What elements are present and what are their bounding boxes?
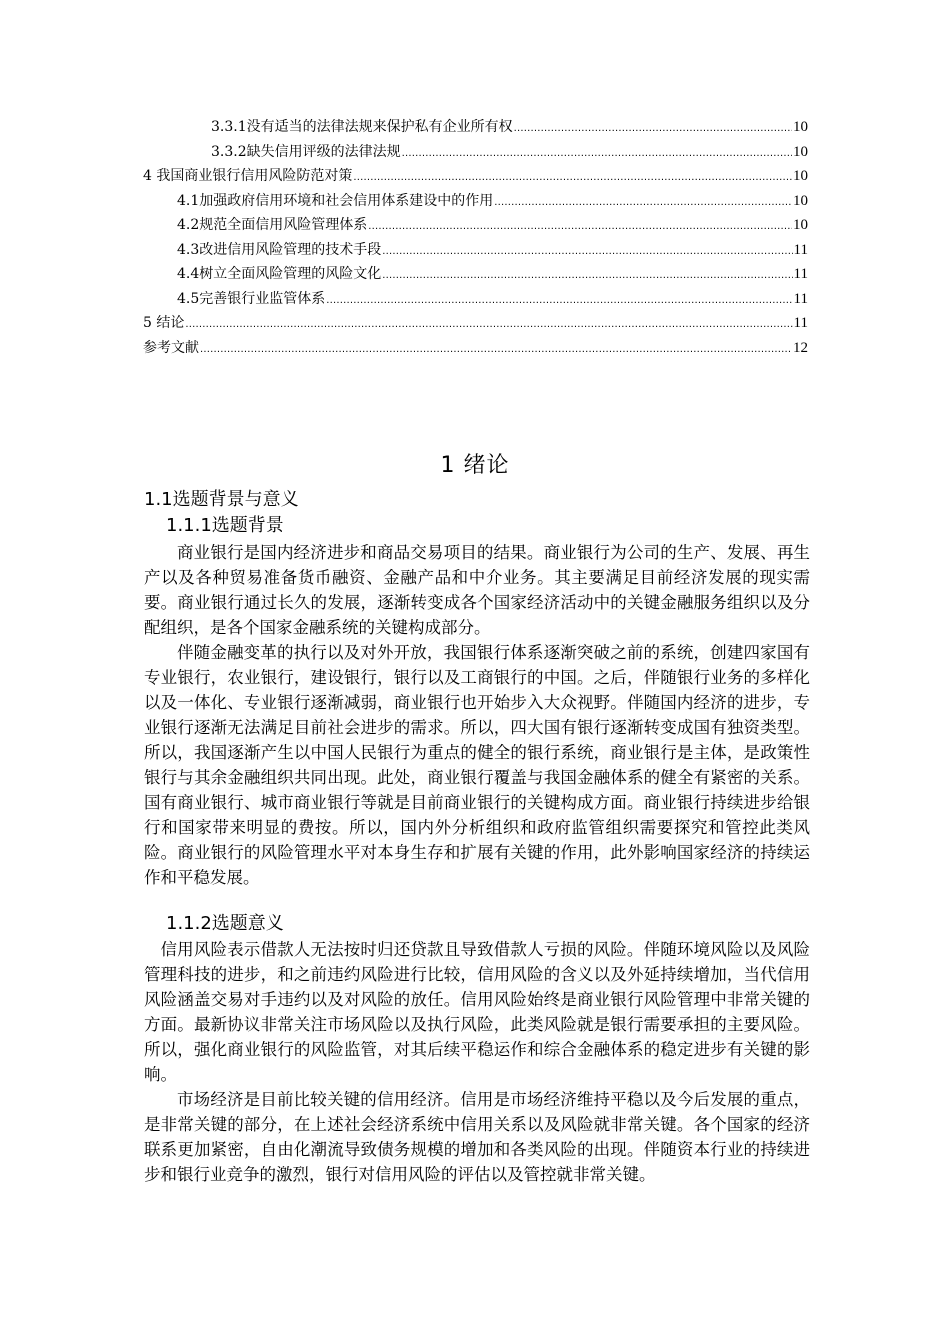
body-paragraph: 市场经济是目前比较关键的信用经济。信用是市场经济维持平稳以及今后发展的重点，是非常关键的部分，在上述社会经济系统中信用关系以及风险就非常关键。各个国家的经济联系更加紧密，自由化潮流导致债务规模的增加和各类风险的出现。伴随资本行业的持续进步和银行业竞争的激烈，银行对信用风险的评估以及管控就非常关键。: [144, 1090, 810, 1184]
toc-entry[interactable]: [143, 311, 808, 336]
toc-leader-dots: [185, 313, 792, 338]
toc-entry[interactable]: [143, 115, 808, 140]
toc-entry-page: 11: [793, 241, 808, 258]
body-paragraph: 商业银行是国内经济进步和商品交易项目的结果。商业银行为公司的生产、发展、再生产以及各种贸易准备货币融资、金融产品和中介业务。其主要满足目前经济发展的现实需要。商业银行通过长久的发展，逐渐转变成各个国家经济活动中的关键金融服务组织以及分配组织，是各个国家金融系统的关键构成部分。: [144, 543, 810, 637]
toc-leader-dots: [353, 166, 792, 191]
subsection-heading: 1.1.2选题意义: [166, 913, 284, 934]
toc-entry[interactable]: [143, 164, 808, 189]
toc-leader-dots: [368, 215, 792, 240]
toc-leader-dots: [200, 338, 792, 363]
toc-entry-page: 12: [793, 339, 808, 356]
toc-entry[interactable]: [143, 140, 808, 165]
toc-leader-dots: [382, 240, 792, 265]
body-paragraph: 信用风险表示借款人无法按时归还贷款且导致借款人亏损的风险。伴随环境风险以及风险管理科技的进步，和之前违约风险进行比较，信用风险的含义以及外延持续增加，当代信用风险涵盖交易对手违约以及对风险的放任。信用风险始终是商业银行风险管理中非常关键的方面。最新协议非常关注市场风险以及执行风险，此类风险就是银行需要承担的主要风险。所以，强化商业银行的风险监管，对其后续平稳运作和综合金融体系的稳定进步有关键的影响。: [144, 940, 810, 1084]
toc-leader-dots: [326, 289, 792, 314]
toc-entry[interactable]: [143, 336, 808, 361]
toc-leader-dots: [402, 142, 792, 167]
toc-entry-title: 4.3改进信用风险管理的技术手段: [177, 241, 382, 258]
body-paragraph: 伴随金融变革的执行以及对外开放，我国银行体系逐渐突破之前的系统，创建四家国有专业银行，农业银行，建设银行，银行以及工商银行的中国。之后，伴随银行业务的多样化以及一体化、专业银行逐渐减弱，商业银行也开始步入大众视野。伴随国内经济的进步，专业银行逐渐无法满足目前社会进步的需求。所以，四大国有银行逐渐转变成国有独资类型。所以，我国逐渐产生以中国人民银行为重点的健全的银行系统，商业银行是主体，是政策性银行与其余金融组织共同出现。此处，商业银行覆盖与我国金融体系的健全有紧密的关系。国有商业银行、城市商业银行等就是目前商业银行的关键构成方面。商业银行持续进步给银行和国家带来明显的费按。所以，国内外分析组织和政府监管组织需要探究和管控此类风险。商业银行的风险管理水平对本身生存和扩展有关键的作用，此外影响国家经济的持续运作和平稳发展。: [144, 643, 810, 887]
toc-entry-page: 10: [793, 168, 808, 184]
toc-entry[interactable]: [143, 287, 808, 312]
table-of-contents: [143, 115, 808, 360]
toc-entry-page: 11: [793, 266, 808, 282]
toc-entry-page: 10: [793, 192, 808, 209]
subsection-heading: 1.1.1选题背景: [166, 515, 284, 536]
toc-entry[interactable]: [143, 189, 808, 214]
toc-entry-title: 参考文献: [143, 339, 199, 356]
toc-entry-title: 3.3.2缺失信用评级的法律法规: [211, 143, 401, 160]
toc-entry-title: 4 我国商业银行信用风险防范对策: [143, 168, 353, 184]
toc-entry-page: 10: [793, 119, 808, 135]
toc-entry[interactable]: [143, 213, 808, 238]
section-heading: 1.1选题背景与意义: [144, 489, 299, 510]
toc-entry-page: 11: [793, 290, 808, 307]
toc-leader-dots: [514, 117, 792, 142]
toc-leader-dots: [382, 264, 792, 289]
toc-entry-title: 4.5完善银行业监管体系: [177, 290, 326, 307]
toc-entry-title: 4.4树立全面风险管理的风险文化: [177, 266, 382, 282]
toc-entry-page: 10: [793, 217, 808, 233]
toc-entry-title: 4.2规范全面信用风险管理体系: [177, 217, 368, 233]
toc-entry-page: 10: [793, 143, 808, 160]
toc-entry[interactable]: [143, 262, 808, 287]
toc-entry-title: 3.3.1没有适当的法律法规来保护私有企业所有权: [211, 119, 513, 135]
chapter-title: 1 绪论: [440, 453, 510, 478]
toc-entry[interactable]: [143, 238, 808, 263]
toc-entry-page: 11: [793, 315, 808, 331]
toc-leader-dots: [494, 191, 792, 216]
toc-entry-title: 5 结论: [143, 315, 185, 331]
toc-entry-title: 4.1加强政府信用环境和社会信用体系建设中的作用: [177, 192, 494, 209]
